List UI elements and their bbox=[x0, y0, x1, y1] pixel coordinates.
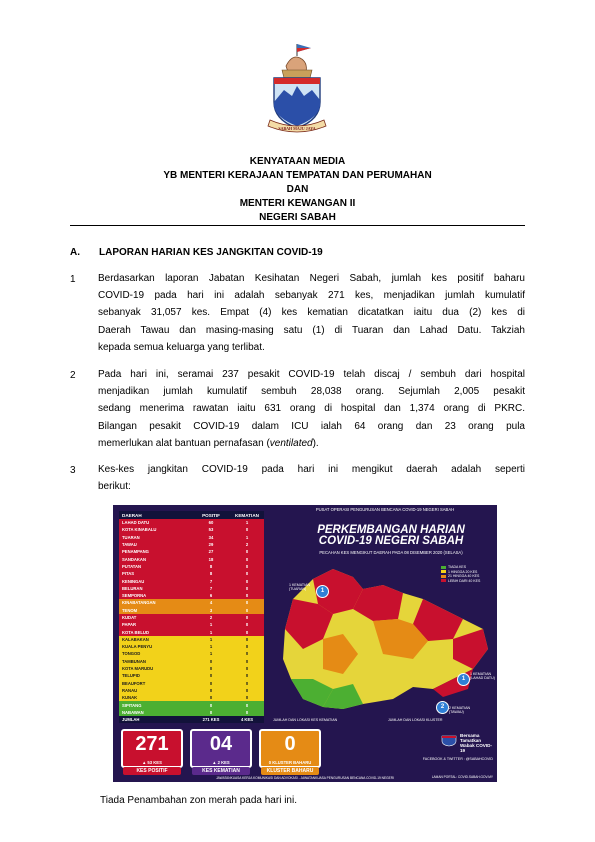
table-row bbox=[119, 592, 264, 599]
table-row bbox=[119, 636, 264, 643]
district-deaths: 1 bbox=[245, 520, 249, 526]
col-positif: POSITIF bbox=[202, 512, 220, 518]
card-positive-label: KES POSITIF bbox=[123, 767, 181, 775]
campaign-logo bbox=[418, 731, 493, 769]
district-deaths: 0 bbox=[245, 644, 249, 650]
card-deaths-delta: ▲ 2 KES bbox=[212, 760, 230, 765]
district-deaths: 0 bbox=[245, 571, 249, 577]
district-deaths: 0 bbox=[245, 695, 249, 701]
table-row bbox=[119, 599, 264, 606]
district-deaths: 0 bbox=[245, 680, 249, 686]
portal-url: LAMAN PORTAL: COVID.SABAH.GOV.MY bbox=[431, 775, 493, 779]
paragraph-line: Pada hari ini, seramai 237 pesakit COVID-19 telah discaj / sembuh dari hospital bbox=[98, 369, 525, 380]
total-label: JUMLAH bbox=[122, 717, 140, 723]
table-row bbox=[119, 658, 264, 665]
district-positive: 27 bbox=[208, 549, 214, 555]
district-name: BELURAN bbox=[122, 585, 143, 591]
district-positive: 8 bbox=[209, 563, 213, 569]
section-title: LAPORAN HARIAN KES JANGKITAN COVID-19 bbox=[99, 247, 323, 258]
district-deaths: 0 bbox=[245, 702, 249, 708]
district-name: TAWAU bbox=[122, 542, 137, 548]
title-line-1: PERKEMBANGAN HARIAN bbox=[317, 524, 465, 536]
district-positive: 1 bbox=[209, 644, 213, 650]
total-kematian: 4 KES bbox=[240, 717, 254, 723]
legend-item bbox=[441, 579, 480, 584]
district-positive: 60 bbox=[208, 520, 214, 526]
table-row bbox=[119, 541, 264, 548]
district-name: NABAWAN bbox=[122, 709, 144, 715]
paragraph-line: sebanyak 31,057 kes. Empat (4) kes kematian dicatatkan iaitu dua (2) kes di bbox=[98, 307, 525, 319]
table-row bbox=[119, 665, 264, 672]
district-name: TONGOD bbox=[122, 651, 141, 657]
district-deaths: 1 bbox=[245, 534, 249, 540]
death-pin-ld: 1 bbox=[457, 673, 470, 686]
table-row bbox=[119, 680, 264, 687]
district-deaths: 0 bbox=[245, 607, 249, 613]
social-handle: FACEBOOK & TWITTER : @SABAHCOVID bbox=[422, 757, 493, 761]
district-name: SEMPORNA bbox=[122, 593, 147, 599]
paragraph-line: Berdasarkan laporan Jabatan Kesihatan Negeri Sabah, jumlah kes positif baharu bbox=[98, 273, 525, 284]
district-positive: 7 bbox=[209, 585, 213, 591]
legend-label: 1 HINGGA 20 KES bbox=[448, 569, 478, 574]
section-letter: A. bbox=[70, 247, 80, 258]
district-deaths: 0 bbox=[245, 622, 249, 628]
district-deaths: 0 bbox=[245, 629, 249, 635]
district-name: TUARAN bbox=[122, 534, 140, 540]
infographic-footer: JAWATANKUASA KERJA KOMUNIKASI DAN ADVOKASI - JAWATANKUASA PENGURUSAN BENCANA COVID-19 NEGERI bbox=[216, 776, 394, 780]
table-row bbox=[119, 621, 264, 628]
district-name: KINABATANGAN bbox=[122, 600, 156, 606]
district-positive: 6 bbox=[209, 593, 213, 599]
header-line-1: KENYATAAN MEDIA bbox=[249, 156, 346, 167]
death-label-kk: 1 KEMATIAN (TUARAN) bbox=[289, 583, 311, 591]
paragraph-line: Daerah Tawau dan masing-masing satu (1) di Tuaran dan Lahad Datu. Takziah bbox=[98, 324, 525, 336]
col-daerah: DAERAH bbox=[122, 512, 142, 518]
district-deaths: 0 bbox=[245, 651, 249, 657]
note-clusters: JUMLAH DAN LOKASI KLUSTER bbox=[388, 718, 443, 722]
district-deaths: 0 bbox=[245, 593, 249, 599]
district-positive: 0 bbox=[209, 709, 213, 715]
slogan-text: Bersama Tamatkan Wabak COVID-19 bbox=[460, 733, 492, 753]
table-row bbox=[119, 534, 264, 541]
paragraph-line: Bilangan pesakit COVID-19 dalam ICU ialah 64 orang dan 23 orang pula bbox=[98, 420, 525, 432]
district-name: BEAUFORT bbox=[122, 680, 146, 686]
paragraph-line: COVID-19 pada hari ini adalah sebanyak 271 kes, menjadikan jumlah kumulatif bbox=[98, 290, 525, 302]
death-label-ld: 1 KEMATIAN (LAHAD DATU) bbox=[470, 672, 495, 680]
district-deaths: 0 bbox=[245, 687, 249, 693]
table-row bbox=[119, 548, 264, 555]
paragraph-line: Kes-kes jangkitan COVID-19 pada hari ini mengikut daerah adalah seperti bbox=[98, 464, 525, 475]
district-name: RANAU bbox=[122, 687, 138, 693]
paragraph-1 bbox=[98, 270, 525, 356]
district-positive: 1 bbox=[209, 622, 213, 628]
district-name: KENINGAU bbox=[122, 578, 145, 584]
paragraph-line: kepada semua keluarga yang terlibat. bbox=[98, 341, 265, 353]
table-row bbox=[119, 709, 264, 716]
district-deaths: 0 bbox=[245, 600, 249, 606]
district-positive: 0 bbox=[209, 673, 213, 679]
district-name: PITAS bbox=[122, 571, 135, 577]
district-name: PENAMPANG bbox=[122, 549, 149, 555]
map-legend bbox=[441, 565, 480, 583]
card-clusters-delta: 0 KLUSTER BAHARU bbox=[268, 760, 312, 765]
district-name: KOTA MARUDU bbox=[122, 666, 154, 672]
table-row bbox=[119, 701, 264, 708]
district-deaths: 0 bbox=[245, 673, 249, 679]
table-row bbox=[119, 650, 264, 657]
paragraph-line: menjadikan jumlah kumulatif sembuh 28,038 orang. Sejumlah 2,005 pesakit bbox=[98, 386, 525, 398]
table-row bbox=[119, 555, 264, 562]
district-positive: 1 bbox=[209, 636, 213, 642]
paragraph-line: sedang menerima rawatan iaitu 631 orang di hospital dan 1,374 orang di PKRC. bbox=[98, 403, 525, 415]
header-line-4: MENTERI KEWANGAN II bbox=[239, 198, 356, 209]
district-positive: 0 bbox=[209, 658, 213, 664]
header-line-5: NEGERI SABAH bbox=[259, 212, 336, 223]
table-row bbox=[119, 563, 264, 570]
district-name: LAHAD DATU bbox=[122, 520, 150, 526]
header-line-3: DAN bbox=[286, 184, 309, 195]
crest-motto: SABAH MAJU JAYA bbox=[278, 126, 316, 131]
card-deaths-label: KES KEMATIAN bbox=[192, 767, 250, 775]
district-positive: 3 bbox=[209, 607, 213, 613]
district-name: SANDAKAN bbox=[122, 556, 146, 562]
table-row bbox=[119, 628, 264, 635]
ops-center-bar: PUSAT OPERASI PENGURUSAN BENCANA COVID-19 NEGERI SABAH bbox=[315, 507, 455, 512]
district-positive: 8 bbox=[209, 571, 213, 577]
paragraph-2 bbox=[98, 366, 525, 452]
title-subtitle: PECAHAN KES MENGIKUT DAERAH PADA 08 DISEMBER 2020 (SELASA) bbox=[319, 550, 463, 555]
sabah-crest-logo bbox=[264, 42, 330, 138]
infographic-title bbox=[291, 525, 491, 555]
district-positive: 1 bbox=[209, 651, 213, 657]
district-name: TENOM bbox=[122, 607, 138, 613]
district-positive: 0 bbox=[209, 666, 213, 672]
district-positive: 0 bbox=[209, 687, 213, 693]
district-deaths: 0 bbox=[245, 556, 249, 562]
crest-small-icon bbox=[440, 733, 458, 747]
district-positive: 53 bbox=[208, 527, 214, 533]
district-deaths: 0 bbox=[245, 527, 249, 533]
title-line-2: COVID-19 NEGERI SABAH bbox=[318, 535, 464, 547]
table-total-row bbox=[119, 716, 264, 723]
paragraph-number-1: 1 bbox=[70, 274, 76, 285]
paragraph-line: berikut: bbox=[98, 481, 131, 493]
district-deaths: 0 bbox=[245, 578, 249, 584]
table-row bbox=[119, 526, 264, 533]
header-line-2: YB MENTERI KERAJAAN TEMPATAN DAN PERUMAHAN bbox=[163, 170, 432, 181]
district-name: TAMBUNAN bbox=[122, 658, 146, 664]
legend-label: 21 HINGGA 40 KES bbox=[448, 574, 480, 579]
district-name: KUDAT bbox=[122, 615, 137, 620]
district-deaths: 0 bbox=[245, 709, 249, 715]
district-name: KALABAKAN bbox=[122, 636, 149, 642]
district-table bbox=[119, 511, 264, 723]
district-deaths: 0 bbox=[245, 666, 249, 672]
table-row bbox=[119, 585, 264, 592]
district-name: KUALA PENYU bbox=[122, 644, 153, 650]
card-clusters-value: 0 bbox=[284, 733, 296, 755]
district-name: KOTA KINABALU bbox=[122, 527, 157, 533]
header-divider bbox=[70, 225, 525, 226]
table-row bbox=[119, 570, 264, 577]
paragraph-3 bbox=[98, 461, 525, 495]
card-positive-delta: ▲ 53 KES bbox=[142, 760, 162, 765]
table-row bbox=[119, 672, 264, 679]
district-name: PAPAR bbox=[122, 622, 137, 628]
table-row bbox=[119, 687, 264, 694]
district-deaths: 0 bbox=[245, 658, 249, 664]
table-row bbox=[119, 577, 264, 584]
covid-infographic bbox=[113, 505, 497, 782]
district-name: KUNAK bbox=[122, 695, 138, 701]
death-label-tawau: 2 KEMATIAN (TAWAU) bbox=[449, 706, 471, 714]
district-positive: 34 bbox=[208, 534, 214, 540]
district-positive: 7 bbox=[209, 578, 213, 584]
legend-label: LEBIH DARI 40 KES bbox=[448, 578, 481, 583]
table-body bbox=[119, 519, 264, 716]
district-positive: 2 bbox=[209, 615, 213, 620]
col-kematian: KEMATIAN bbox=[235, 512, 259, 518]
caption-text: Tiada Penambahan zon merah pada hari ini. bbox=[100, 795, 297, 806]
table-row bbox=[119, 643, 264, 650]
table-row bbox=[119, 519, 264, 526]
card-clusters-label: KLUSTER BAHARU bbox=[261, 767, 319, 775]
district-positive: 29 bbox=[208, 542, 214, 548]
table-row bbox=[119, 614, 264, 621]
card-positive-value: 271 bbox=[135, 733, 169, 755]
district-deaths: 0 bbox=[245, 563, 249, 569]
death-pin-kk: 1 bbox=[316, 585, 329, 598]
district-name: KOTA BELUD bbox=[122, 629, 149, 635]
district-positive: 0 bbox=[209, 680, 213, 686]
total-positif: 271 KES bbox=[202, 717, 220, 723]
note-deaths: JUMLAH DAN LOKASI KES KEMATIAN bbox=[273, 718, 338, 722]
district-deaths: 2 bbox=[245, 542, 249, 548]
table-row bbox=[119, 607, 264, 614]
district-name: PUTATAN bbox=[122, 563, 142, 569]
district-name: SIPITANG bbox=[122, 702, 142, 708]
district-positive: 0 bbox=[209, 702, 213, 708]
ventilated-term: ventilated bbox=[269, 437, 313, 449]
paragraph-line-ventilated: memerlukan alat bantuan pernafasan (ventilated). bbox=[98, 437, 319, 449]
death-pin-tawau: 2 bbox=[436, 701, 449, 714]
table-row bbox=[119, 694, 264, 701]
card-deaths-value: 04 bbox=[209, 733, 233, 755]
district-name: TELUPID bbox=[122, 673, 140, 679]
paragraph-number-2: 2 bbox=[70, 370, 76, 381]
paragraph-number-3: 3 bbox=[70, 465, 76, 476]
district-positive: 18 bbox=[208, 556, 214, 562]
legend-label: TIADA KES bbox=[448, 565, 467, 569]
district-deaths: 0 bbox=[245, 549, 249, 555]
district-deaths: 0 bbox=[245, 585, 249, 591]
district-positive: 0 bbox=[209, 695, 213, 701]
district-deaths: 0 bbox=[245, 636, 249, 642]
table-header bbox=[119, 511, 264, 519]
district-deaths: 0 bbox=[245, 615, 249, 620]
district-positive: 1 bbox=[209, 629, 213, 635]
district-positive: 4 bbox=[209, 600, 213, 606]
